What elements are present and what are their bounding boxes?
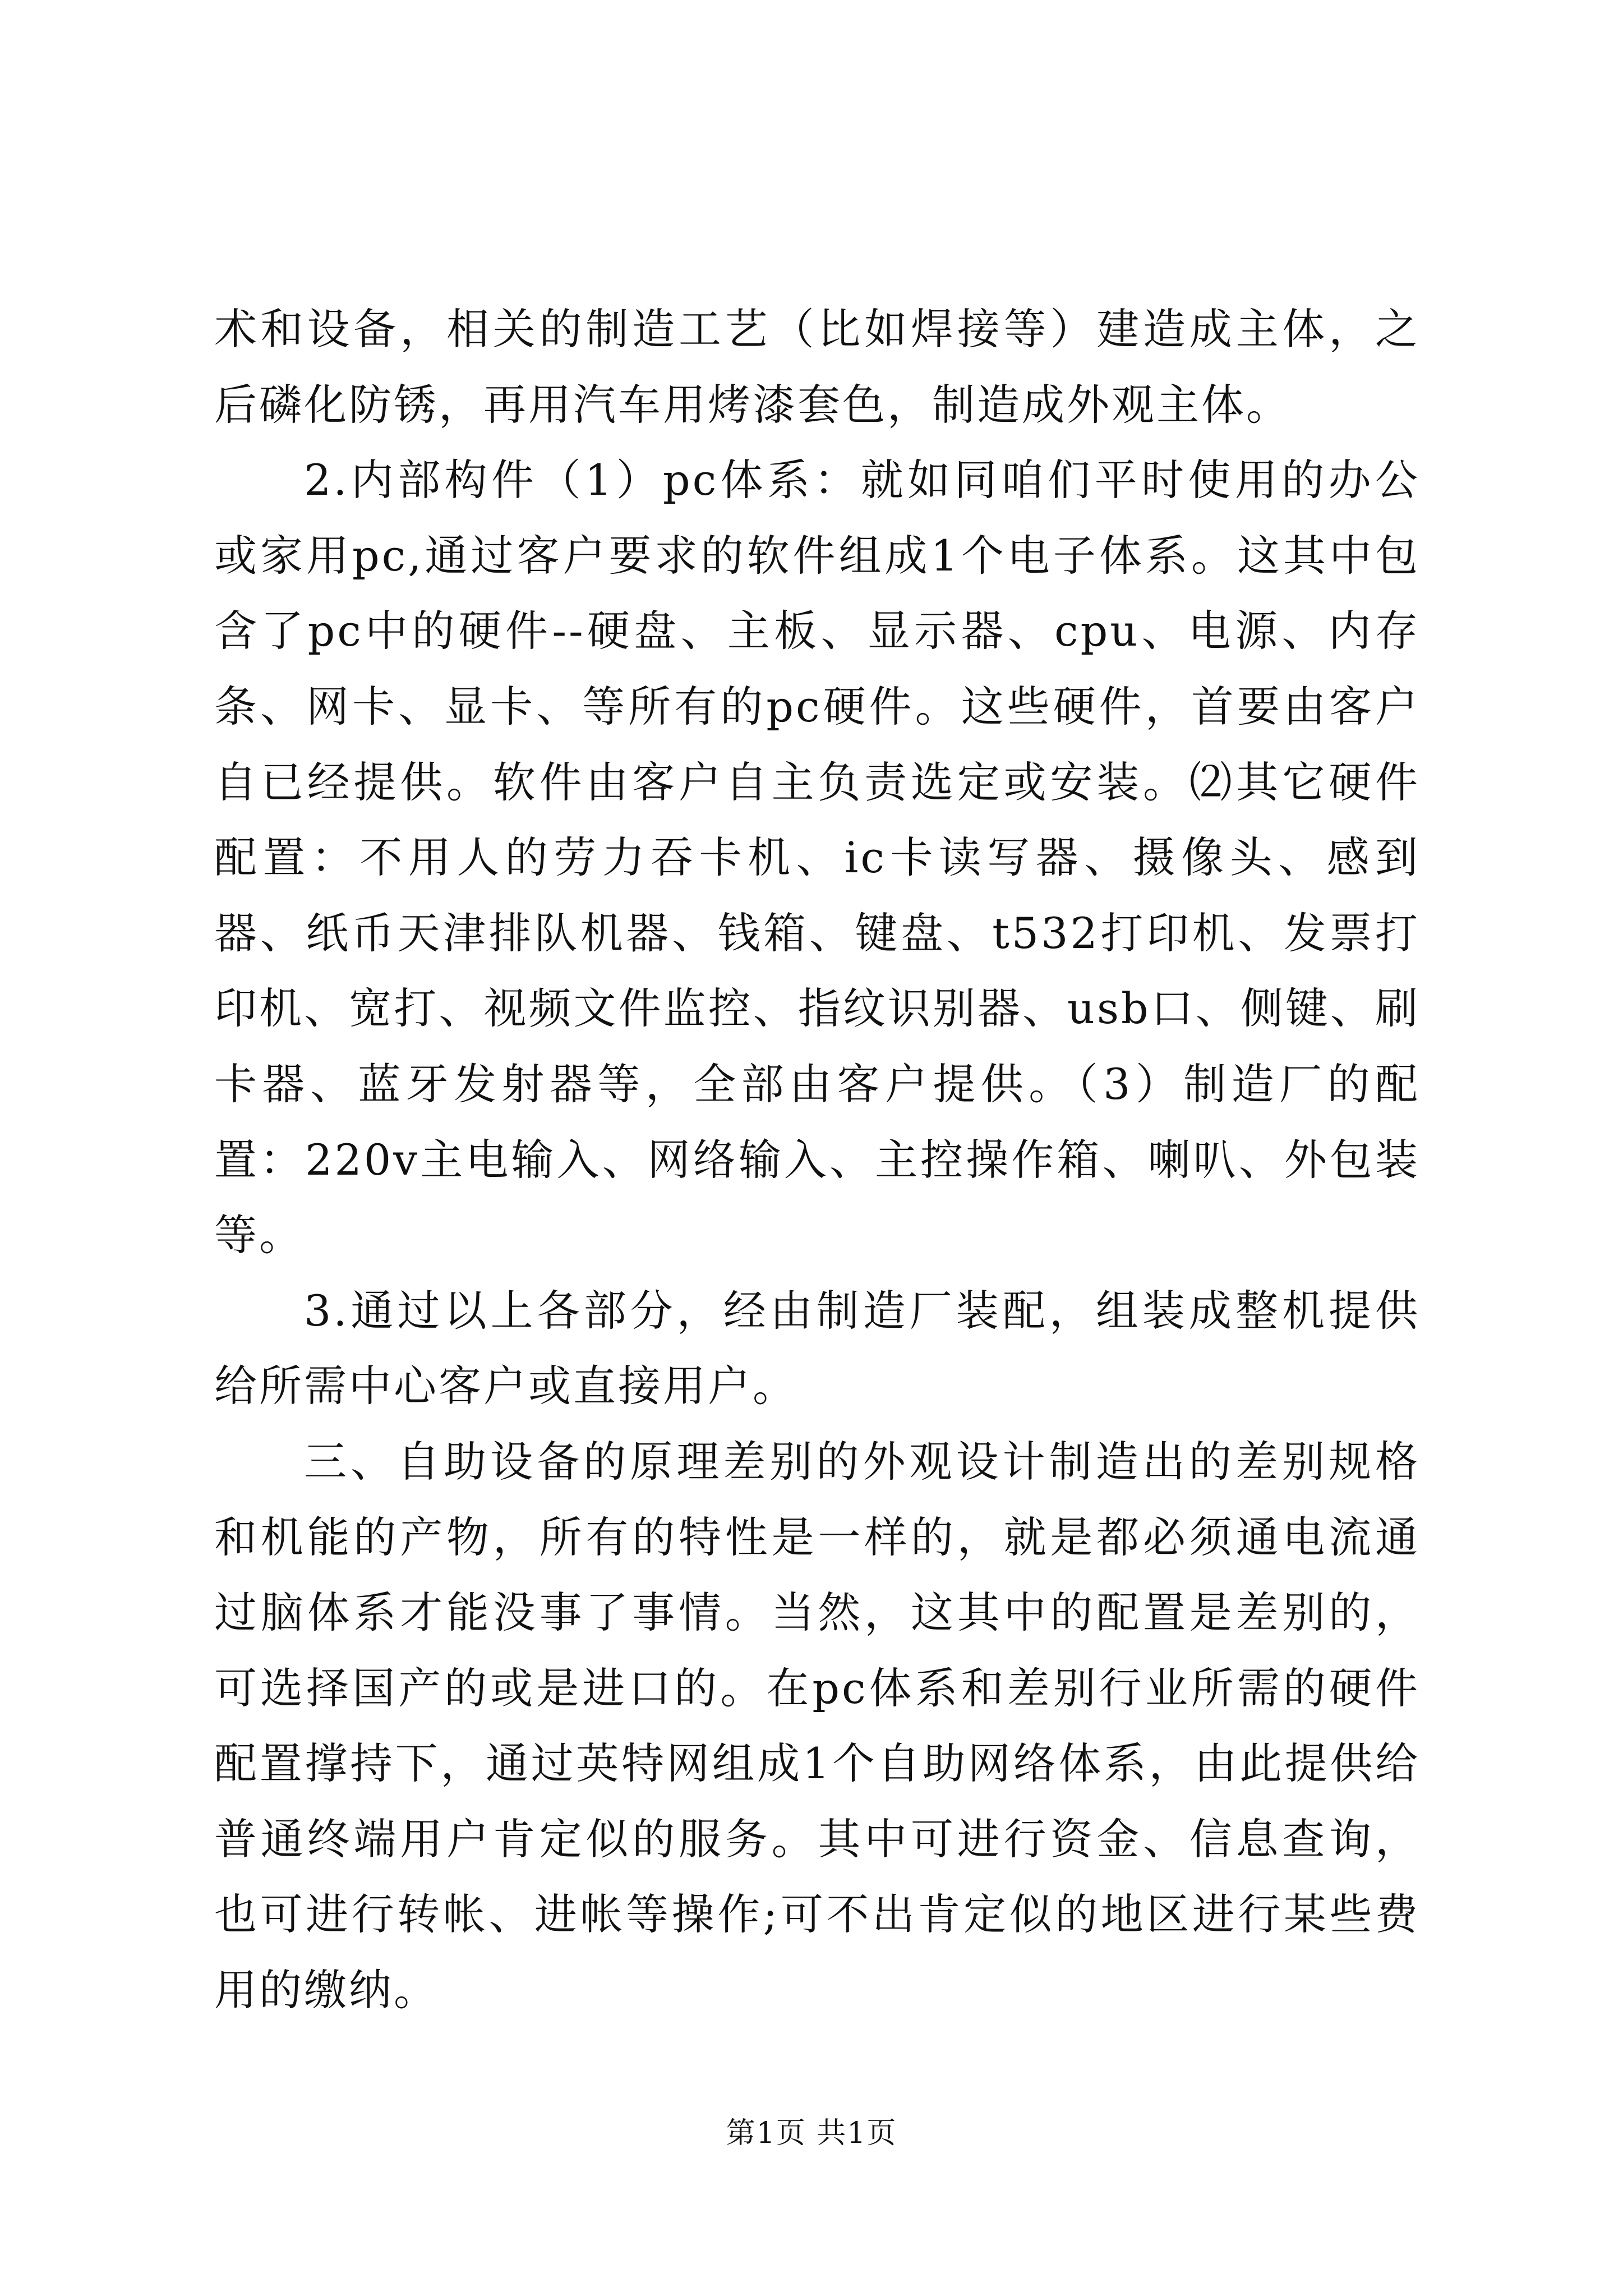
paragraph-assembly: 3.通过以上各部分，经由制造厂装配，组装成整机提供给所需中心客户或直接用户。 [214,1285,1420,1411]
paragraph-internal-components: 2.内部构件（1）pc体系：就如同咱们平时使用的办公或家用pc,通过客户要求的软件组成1个电子体系。这其中包含了pc中的硬件--硬盘、主板、显示器、cpu、电源、内存条、网卡、显卡、等所有的pc硬件。这些硬件，首要由客户自已经提供。软件由客户自主负责选定或安装。⑵其它硬件配置：不用人的劳力吞卡机、ic卡读写器、摄像头、感到器、纸币天津排队机器、钱箱、键盘、t532打印机、发票打印机、宽打、视频文件监控、指纹识别器、usb口、侧键、刷卡器、蓝牙发射器等，全部由客户提供。（3）制造厂的配置：220v主电输入、网络输入、主控操作箱、喇叭、外包装等。 [214,455,1420,1260]
paragraph-principle: 三、自助设备的原理差别的外观设计制造出的差别规格和机能的产物，所有的特性是一样的，就是都必须通电流通过脑体系才能没事了事情。当然，这其中的配置是差别的，可选择国产的或是进口的。在pc体系和差别行业所需的硬件配置撑持下，通过英特网组成1个自助网络体系，由此提供给普通终端用户肯定似的服务。其中可进行资金、信息查询，也可进行转帐、进帐等操作;可不出肯定似的地区进行某些费用的缴纳。 [214,1436,1420,2016]
document-body [214,292,1420,2028]
paragraph-continuation: 术和设备，相关的制造工艺（比如焊接等）建造成主体，之后磷化防锈，再用汽车用烤漆套色，制造成外观主体。 [214,304,1420,430]
page-number-footer: 第1页 共1页 [726,2116,897,2150]
